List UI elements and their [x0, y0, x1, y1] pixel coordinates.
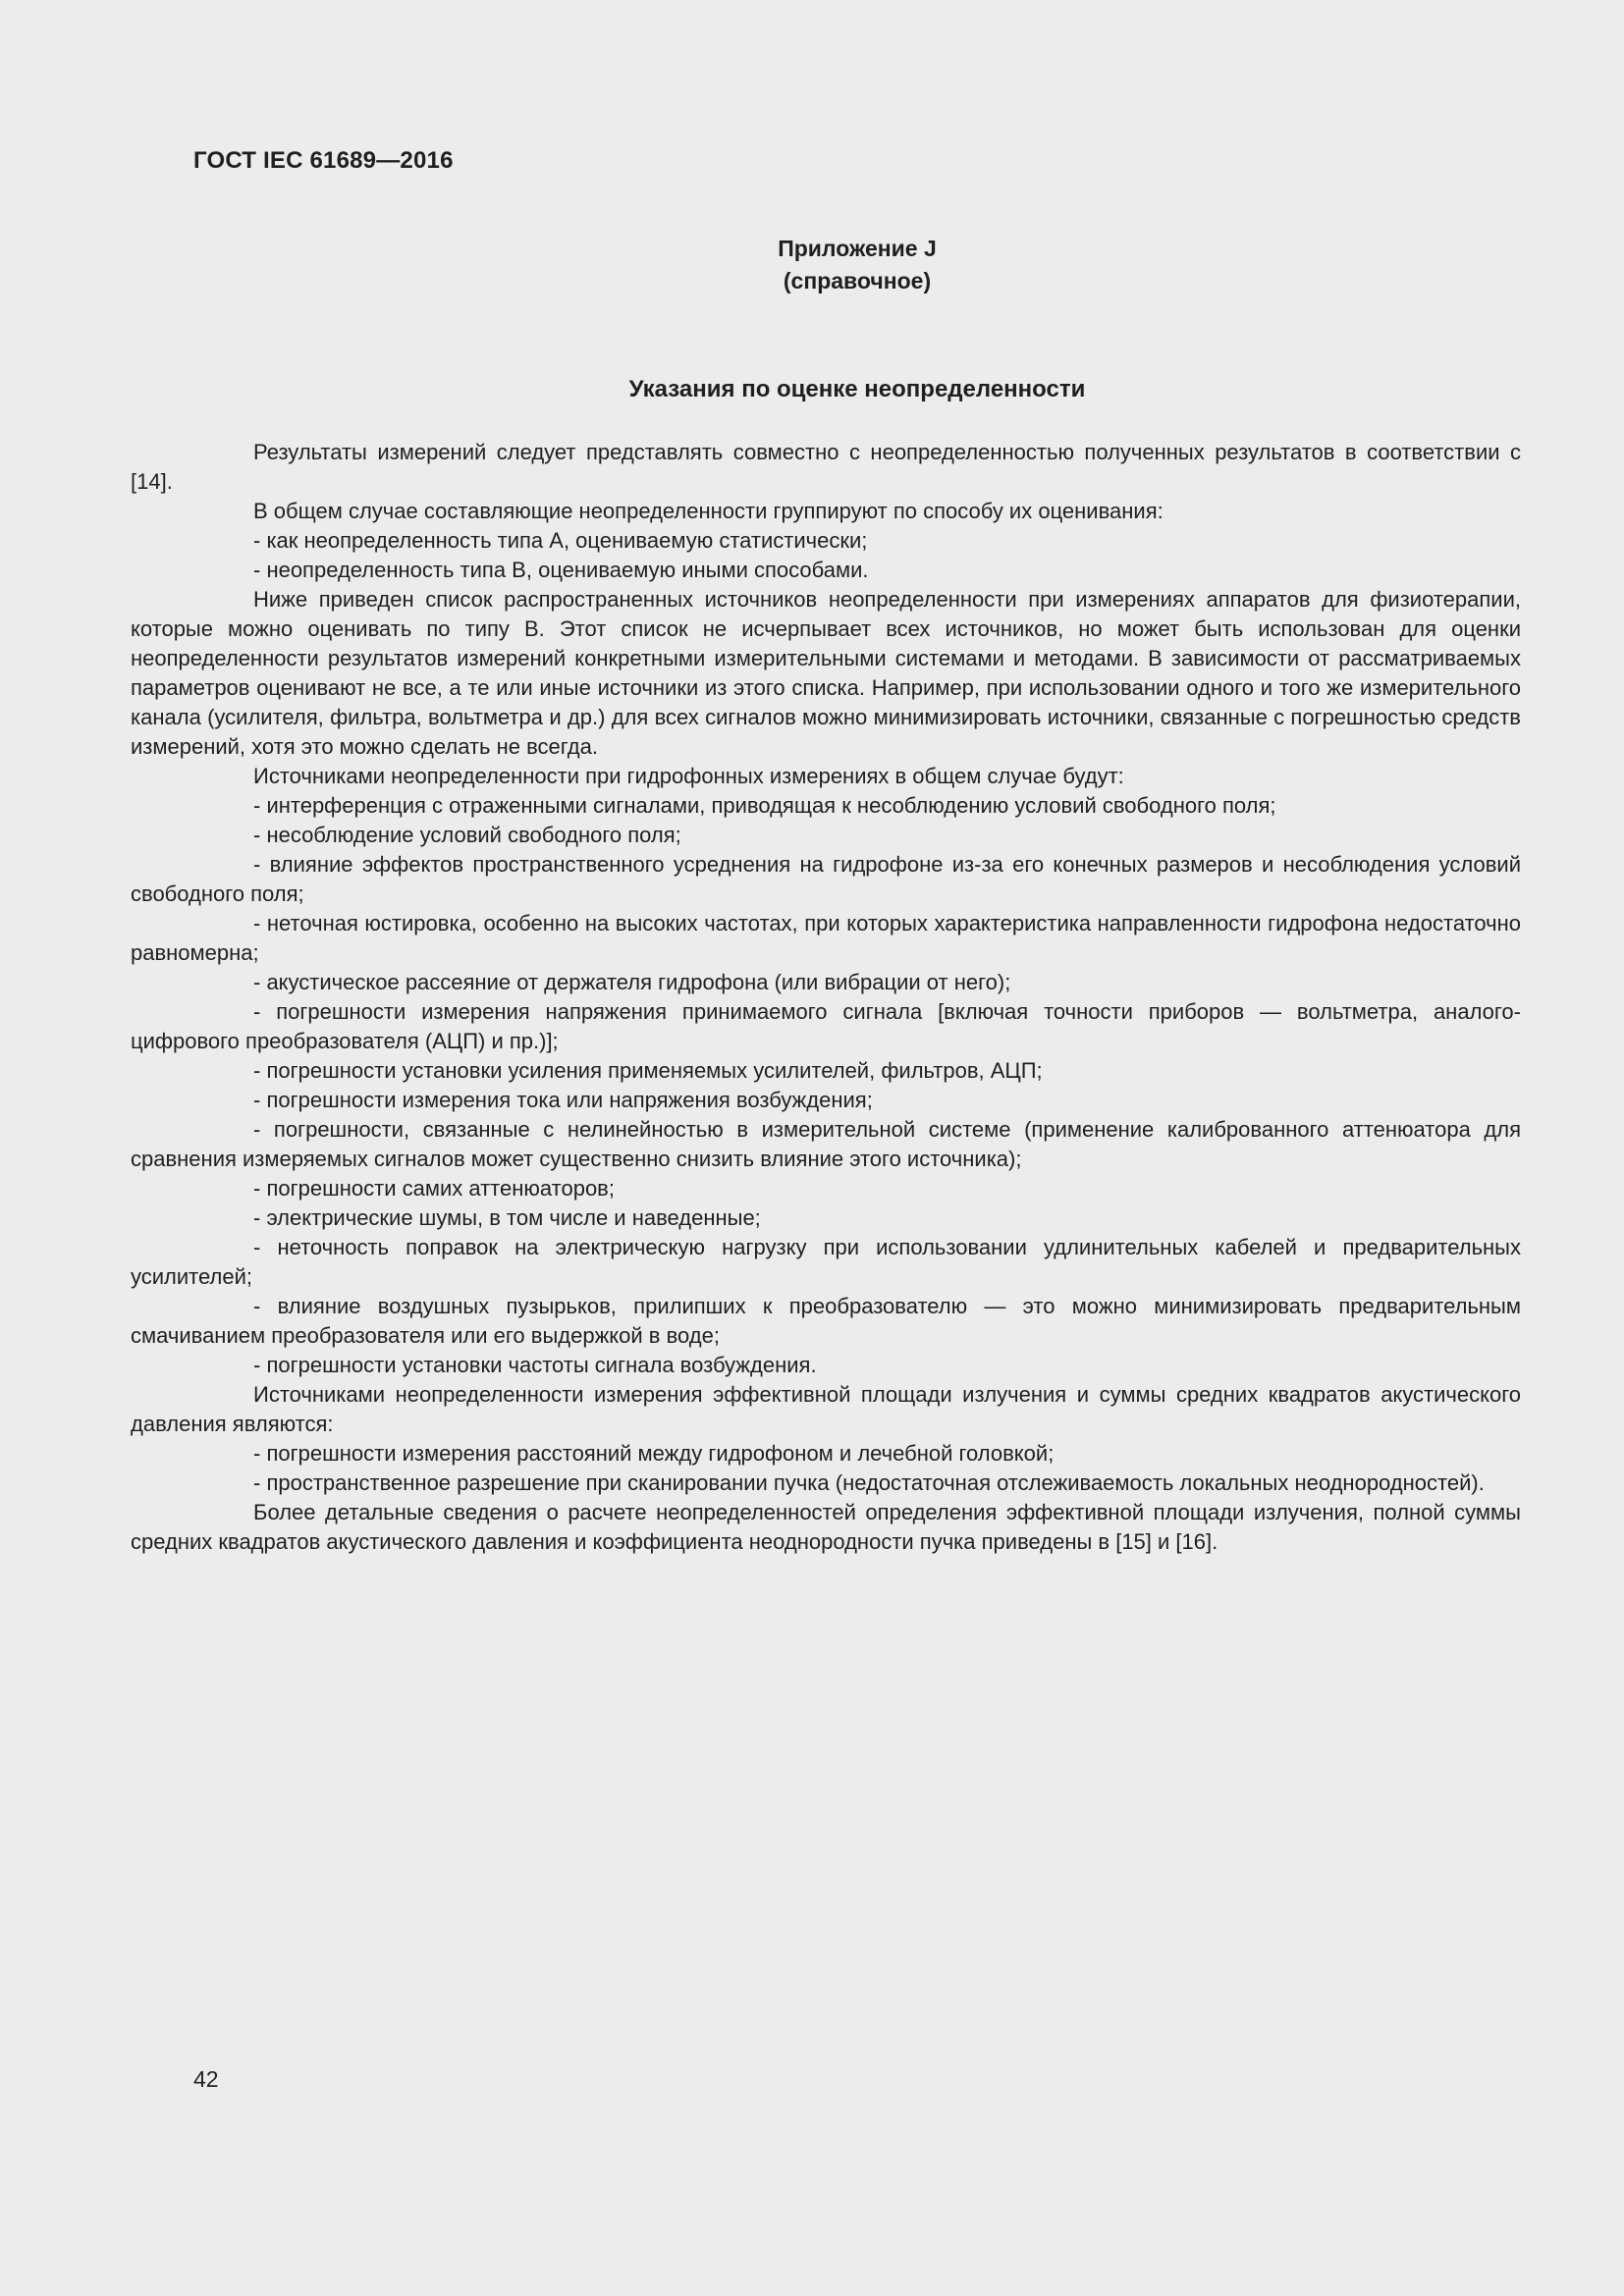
paragraph: - влияние воздушных пузырьков, прилипших к преобразователю — это можно минимизировать предварительным смачиванием преобразователя или его выдержкой в воде; [131, 1294, 1521, 1348]
paragraph: - электрические шумы, в том числе и наведенные; [253, 1205, 761, 1230]
paragraph: В общем случае составляющие неопределенности группируют по способу их оценивания: [253, 499, 1164, 523]
paragraph: - погрешности, связанные с нелинейностью в измерительной системе (применение калиброванного аттенюатора для сравнения измеряемых сигналов может существенно снизить влияние этого источника); [131, 1117, 1521, 1171]
paragraph: Более детальные сведения о расчете неопределенностей определения эффективной площади излучения, полной суммы средних квадратов акустического давления и коэффициента неоднородности пучка приведены в [15] и [16]. [131, 1500, 1521, 1554]
document-standard-header: ГОСТ IEC 61689—2016 [193, 147, 454, 174]
paragraph: - пространственное разрешение при сканировании пучка (недостаточная отслеживаемость локальных неоднородностей). [253, 1470, 1485, 1495]
paragraph: - погрешности измерения расстояний между гидрофоном и лечебной головкой; [253, 1441, 1055, 1466]
section-title: Указания по оценке неопределенности [628, 376, 1086, 402]
paragraph: - неопределенность типа В, оцениваемую иными способами. [253, 558, 869, 582]
paragraph: - акустическое рассеяние от держателя гидрофона (или вибрации от него); [253, 970, 1011, 994]
paragraph: - погрешности установки частоты сигнала возбуждения. [253, 1353, 817, 1377]
paragraph: - погрешности измерения напряжения принимаемого сигнала [включая точности приборов — вольтметра, аналого-цифрового преобразователя (АЦП) и пр.)]; [131, 999, 1521, 1053]
paragraph: - влияние эффектов пространственного усреднения на гидрофоне из-за его конечных размеров и несоблюдения условий свободного поля; [131, 852, 1521, 906]
paragraph: Результаты измерений следует представлять совместно с неопределенностью полученных результатов в соответствии с [14]. [131, 440, 1521, 494]
paragraph: - интерференция с отраженными сигналами, приводящая к несоблюдению условий свободного поля; [253, 793, 1276, 818]
paragraph: - погрешности установки усиления применяемых усилителей, фильтров, АЦП; [253, 1058, 1043, 1083]
paragraph: - погрешности измерения тока или напряжения возбуждения; [253, 1088, 873, 1112]
paragraph: - неточность поправок на электрическую нагрузку при использовании удлинительных кабелей и предварительных усилителей; [131, 1235, 1521, 1289]
paragraph: Источниками неопределенности при гидрофонных измерениях в общем случае будут: [253, 764, 1124, 788]
paragraph: - неточная юстировка, особенно на высоких частотах, при которых характеристика направленности гидрофона недостаточно равномерна; [131, 911, 1521, 965]
paragraph: - погрешности самих аттенюаторов; [253, 1176, 615, 1201]
paragraph: - несоблюдение условий свободного поля; [253, 823, 681, 847]
paragraph: - как неопределенность типа А, оцениваемую статистически; [253, 528, 868, 553]
paragraph: Источниками неопределенности измерения эффективной площади излучения и суммы средних квадратов акустического давления являются: [131, 1382, 1521, 1436]
annex-kind: (справочное) [783, 268, 932, 294]
annex-label: Приложение J [778, 236, 937, 261]
annex-heading [192, 233, 1522, 297]
document-body [131, 438, 1521, 1557]
paragraph: Ниже приведен список распространенных источников неопределенности при измерениях аппаратов для физиотерапии, которые можно оценивать по типу В. Этот список не исчерпывает всех источников, но может быть использован для оценки неопределенности результатов измерений конкретными измерительными системами и методами. В зависимости от рассматриваемых параметров оценивают не все, а те или иные источники из этого списка. Например, при использовании одного и того же измерительного канала (усилителя, фильтра, вольтметра и др.) для всех сигналов можно минимизировать источники, связанные с погрешностью средств измерений, хотя это можно сделать не всегда. [131, 587, 1521, 759]
page-number: 42 [193, 2066, 219, 2092]
